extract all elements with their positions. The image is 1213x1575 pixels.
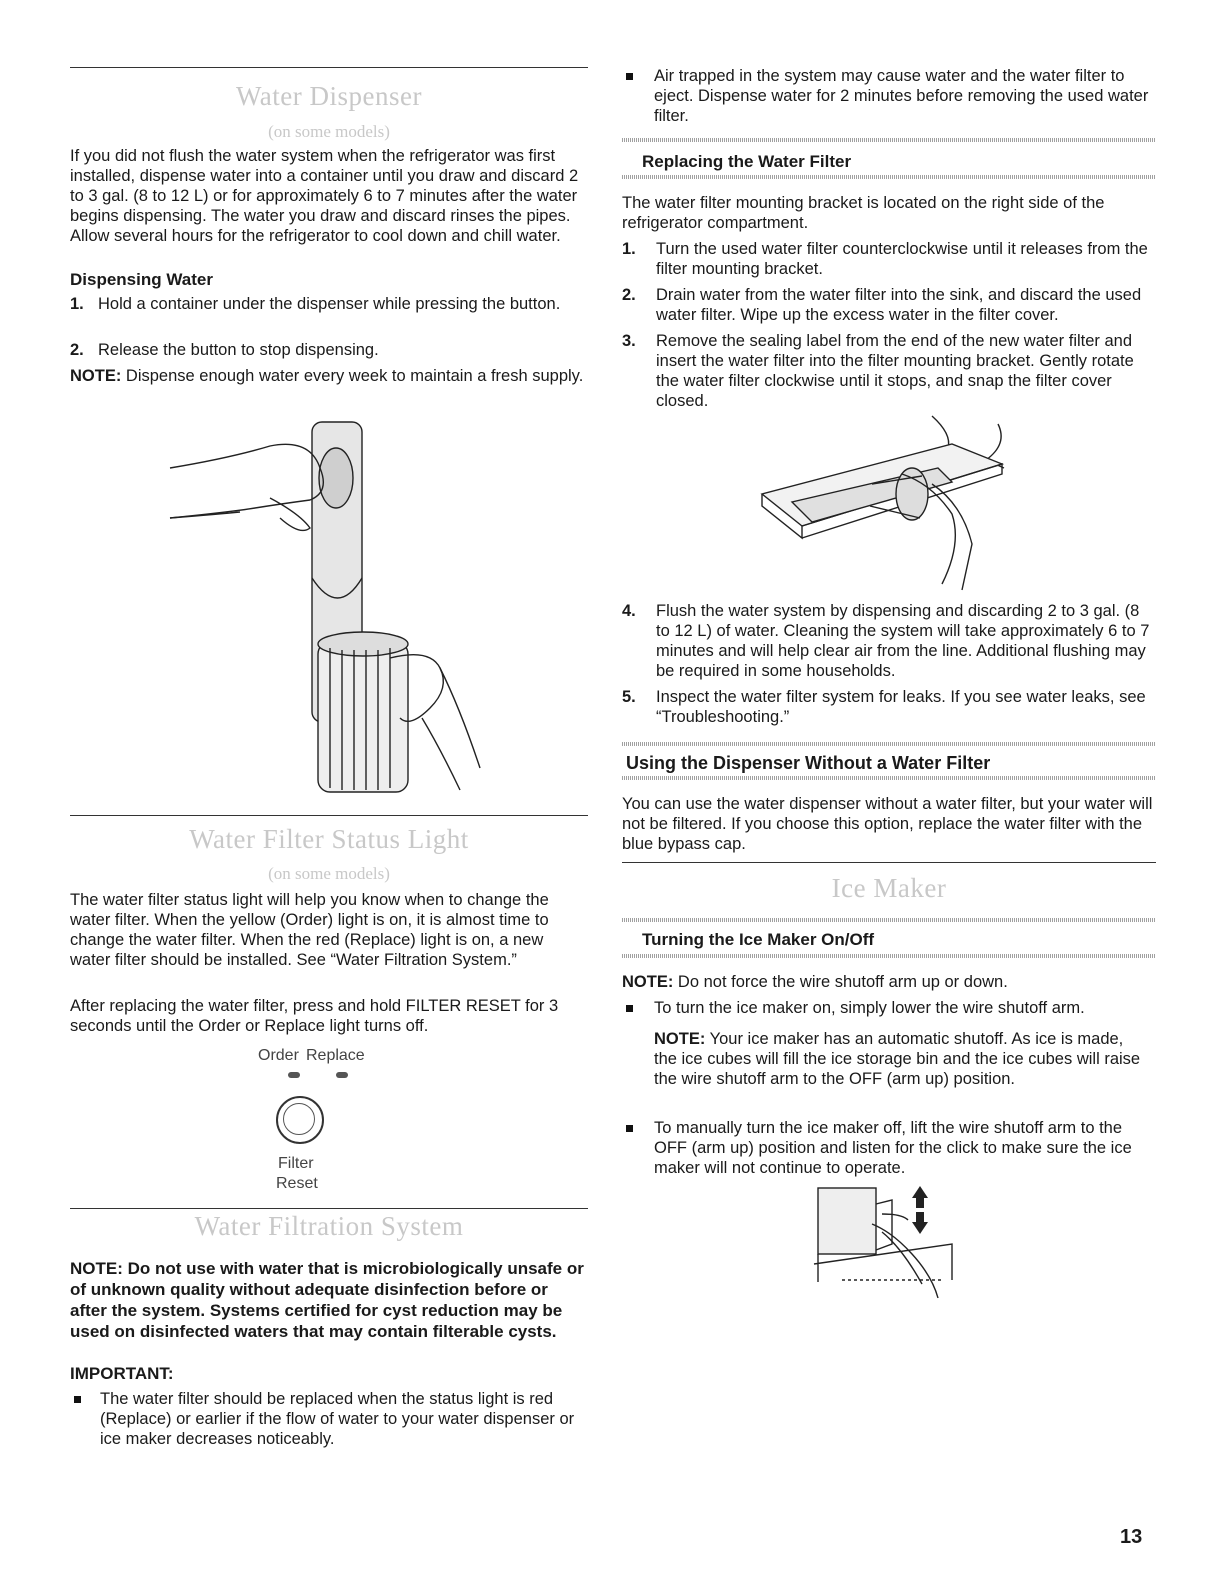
bullet-icon [626,1125,633,1132]
section-rule [70,67,588,68]
step-text: Drain water from the water filter into the sink, and discard the used water filter. Wipe up the excess water in the filter cover. [656,286,1142,324]
dispensing-water-heading: Dispensing Water [70,270,213,289]
section-subtitle: (on some models) [268,864,390,883]
step-text: Hold a container under the dispenser while pressing the button. [98,295,561,313]
water-dispenser-intro: If you did not flush the water system when the refrigerator was first installed, dispense water into a container until you draw and discard 2 to 3 gal. (8 to 12 L) or for approximately 6 to 7 minutes after the water begins dispensing. The water you draw and discard rinses the pipes. Allow several hours for the refrigerator to cool down and chill water. [70,147,579,245]
ice-automatic-note [654,1029,1144,1089]
section-title-water-dispenser: Water Dispenser [235,81,422,111]
section-rule [70,815,588,816]
bullet-text: To manually turn the ice maker off, lift the wire shutoff arm to the OFF (arm up) position and listen for the click to make sure the ice maker will not continue to operate. [654,1119,1132,1177]
dotted-divider [622,742,1156,746]
replace-indicator-light [336,1072,348,1078]
section-title-ice-maker: Ice Maker [831,873,947,903]
filtration-warning-note: NOTE: Do not use with water that is microbiologically unsafe or of unknown quality without adequate disinfection before or after the system. Systems certified for cyst reduction may be used on disinfected waters that may contain filterable cysts. [70,1259,584,1341]
important-label: IMPORTANT: [70,1364,174,1383]
bullet-icon [626,73,633,80]
step-text: Flush the water system by dispensing and discarding 2 to 3 gal. (8 to 12 L) of water. Cleaning the system will take approximately 6 to 7 minutes and will help clear air from the line. Additional flushing may be required in some households. [656,602,1150,680]
bullet-text: To turn the ice maker on, simply lower the wire shutoff arm. [654,999,1085,1017]
section-title-filtration-system: Water Filtration System [194,1211,464,1241]
section-rule [622,862,1156,863]
dotted-divider [622,954,1156,958]
step-number: 1. [70,295,84,313]
step-number: 2. [70,341,84,359]
ice-maker-heading: Turning the Ice Maker On/Off [642,930,875,949]
section-subtitle: (on some models) [268,122,390,141]
note-text: Dispense enough water every week to maintain a fresh supply. [121,367,584,385]
dispenser-illustration [160,418,520,802]
step-text: Inspect the water filter system for leaks. If you see water leaks, see “Troubleshooting.” [656,688,1146,726]
step-text: Remove the sealing label from the end of the new water filter and insert the water filter into the filter mounting bracket. Gently rotate the water filter clockwise until it stops, and snap the filter cover closed. [656,332,1134,410]
step-number: 5. [622,688,636,706]
step-text: Release the button to stop dispensing. [98,341,379,359]
filter-status-paragraph-1: The water filter status light will help you know when to change the water filter. When the yellow (Order) light is on, it is almost time to change the water filter. When the red (Replace) light is on, a new water filter should be installed. See “Water Filtration System.” [70,891,549,969]
ice-note [622,972,1156,992]
without-filter-heading: Using the Dispenser Without a Water Filter [626,753,991,773]
filter-reset-button-inner [283,1103,315,1135]
dotted-divider [622,776,1156,780]
page-number: 13 [1120,1526,1143,1548]
dispense-note [70,366,588,386]
note-label: NOTE: [70,367,122,385]
filter-reset-button[interactable] [276,1096,324,1144]
bullet-text: The water filter should be replaced when the status light is red (Replace) or earlier if the flow of water to your water dispenser or ice maker decreases noticeably. [100,1390,575,1448]
bullet-text: Air trapped in the system may cause water and the water filter to eject. Dispense water for 2 minutes before removing the used water filter. [654,67,1149,125]
arrow-down-icon [912,1212,928,1234]
reset-label: Reset [276,1175,318,1192]
replacing-filter-heading: Replacing the Water Filter [642,152,852,171]
note-label: NOTE: [654,1030,706,1048]
dotted-divider [622,175,1156,179]
dotted-divider [622,138,1156,142]
arrow-up-icon [912,1186,928,1208]
step-number: 4. [622,602,636,620]
filter-installation-illustration [752,414,1032,592]
ice-maker-illustration [812,1184,962,1302]
section-rule [70,1208,588,1209]
order-indicator-light [288,1072,300,1078]
step-number: 1. [622,240,636,258]
note-text: Your ice maker has an automatic shutoff. As ice is made, the ice cubes will fill the ice storage bin and the ice cubes will raise the wire shutoff arm to the OFF (arm up) position. [654,1030,1141,1088]
step-number: 3. [622,332,636,350]
bullet-icon [626,1005,633,1012]
replacing-intro: The water filter mounting bracket is located on the right side of the refrigerator compartment. [622,194,1105,232]
filter-status-paragraph-2: After replacing the water filter, press and hold FILTER RESET for 3 seconds until the Order or Replace light turns off. [70,997,559,1035]
step-text: Turn the used water filter counterclockwise until it releases from the filter mounting bracket. [656,240,1148,278]
bullet-icon [74,1396,81,1403]
filter-label: Filter [278,1155,314,1172]
replace-label: Replace [306,1047,365,1064]
note-label: NOTE: [622,973,674,991]
dotted-divider [622,918,1156,922]
step-number: 2. [622,286,636,304]
section-title-filter-status: Water Filter Status Light [189,824,469,854]
without-filter-text: You can use the water dispenser without a water filter, but your water will not be filtered. If you choose this option, replace the water filter with the blue bypass cap. [622,795,1153,853]
order-label: Order [258,1047,299,1064]
note-text: Do not force the wire shutoff arm up or down. [673,973,1008,991]
